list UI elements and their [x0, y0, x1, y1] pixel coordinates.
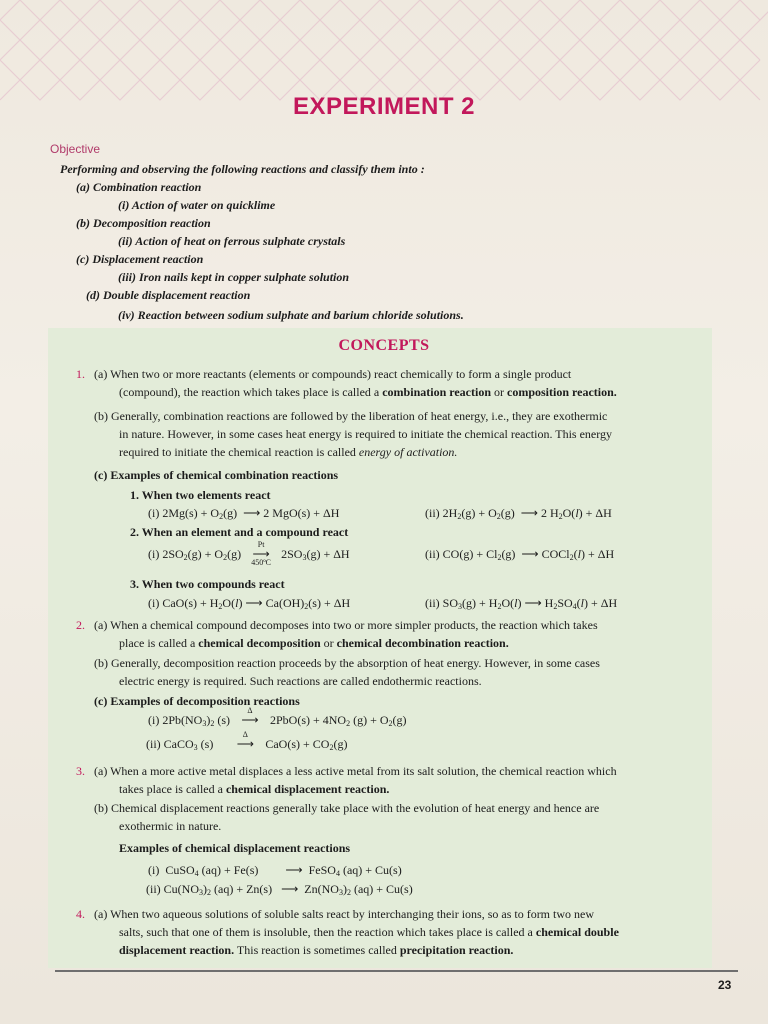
objective-heading: Objective	[50, 142, 101, 156]
objective-item: (i) Action of water on quicklime	[118, 198, 276, 212]
paragraph-line: (a) When two or more reactants (elements or compounds) react chemically to form a single product	[94, 367, 572, 381]
paragraph-line: in nature. However, in some cases heat energy is required to initiate the chemical reaction. This energy	[119, 427, 613, 441]
paragraph-line: salts, such that one of them is insoluble, then the reaction which takes place is called a chemical double	[119, 925, 619, 939]
item-number: 1.	[76, 367, 85, 381]
paragraph-line: (b) Generally, combination reactions are followed by the liberation of heat energy, i.e., they are exothermic	[94, 409, 608, 423]
equation: (i) $2Pb(NO_3)_2$ (s) Δ ⟶ $2PbO(s) + 4NO_2$ $(g) + O_2(g)$	[148, 706, 407, 728]
equation: (ii) CaCO$_3$ (s) Δ ⟶ $CaO(s) + CO_2(g)$	[146, 730, 348, 752]
objective-item: (d) Double displacement reaction	[86, 288, 251, 302]
paragraph-line: (b) Generally, decomposition reaction proceeds by the absorption of heat energy. However, in some cases	[94, 656, 600, 670]
equation: (i) CuSO$_4$ (aq) + Fe(s) ⟶ FeSO$_4$ (aq) + Cu(s)	[148, 863, 402, 878]
objective-item: (iv) Reaction between sodium sulphate and barium chloride solutions.	[118, 308, 464, 322]
objective-item: (ii) Action of heat on ferrous sulphate crystals	[118, 234, 346, 248]
equation: (ii) $SO_3(g) + H_2O(l)$ ⟶ $H_2SO_4(l) + \Delta H$	[425, 596, 618, 611]
example-heading: 3. When two compounds react	[130, 577, 285, 591]
item-number: 2.	[76, 618, 85, 632]
equation: (ii) $Cu(NO_3)_2$ (aq) + Zn(s) ⟶ $Zn(NO_3)_2$ (aq) + Cu(s)	[146, 882, 413, 897]
item-number: 3.	[76, 764, 85, 778]
paragraph-line: (compound), the reaction which takes place is called a combination reaction or composition reaction.	[119, 385, 617, 399]
objective-intro: Performing and observing the following reactions and classify them into :	[60, 162, 425, 176]
paragraph-line: place is called a chemical decomposition or chemical decombination reaction.	[119, 636, 509, 650]
paragraph-line: (a) When two aqueous solutions of soluble salts react by interchanging their ions, so as to form two new	[94, 907, 595, 921]
paragraph-line: takes place is called a chemical displacement reaction.	[119, 782, 390, 796]
equation: (i) $2SO_2(g) + O_2(g)$ Pt ⟶ 450ºC $2SO_3(g) + \Delta H$	[148, 540, 350, 567]
equation: (ii) $2H_2(g) + O_2(g)$ ⟶ 2 $H_2O(l) + \Delta H$	[425, 506, 612, 521]
paragraph-line: required to initiate the chemical reaction is called energy of activation.	[119, 445, 458, 459]
subsection-heading: (c) Examples of decomposition reactions	[94, 694, 300, 708]
equation: (ii) $CO(g) + Cl_2(g)$ ⟶ COCl$_2$(l) + ΔH	[425, 547, 615, 562]
page-title: EXPERIMENT 2	[292, 93, 476, 120]
concepts-heading: CONCEPTS	[338, 337, 430, 354]
objective-item: (a) Combination reaction	[76, 180, 202, 194]
equation: (i) $2Mg(s) + O_2(g)$ ⟶ 2 MgO(s) + ΔH	[148, 506, 340, 521]
paragraph-line: (a) When a chemical compound decomposes into two or more simpler products, the reaction which takes	[94, 618, 598, 632]
subsection-heading: (c) Examples of chemical combination reactions	[94, 468, 339, 482]
item-number: 4.	[76, 907, 85, 921]
objective-item: (b) Decomposition reaction	[76, 216, 211, 230]
paragraph-line: electric energy is required. Such reactions are called endothermic reactions.	[119, 674, 482, 688]
example-heading: 2. When an element and a compound react	[130, 525, 349, 539]
subsection-heading: Examples of chemical displacement reactions	[119, 841, 351, 855]
paragraph-line: displacement reaction. This reaction is sometimes called precipitation reaction.	[119, 943, 514, 957]
paragraph-line: exothermic in nature.	[119, 819, 222, 833]
paragraph-line: (b) Chemical displacement reactions generally take place with the evolution of heat energy and hence are	[94, 801, 600, 815]
example-heading: 1. When two elements react	[130, 488, 271, 502]
objective-item: (iii) Iron nails kept in copper sulphate solution	[118, 270, 350, 284]
equation: (i) $CaO(s) + H_2O(l)$ ⟶ $Ca(OH)_2(s) + \Delta H$	[148, 596, 351, 611]
page-number: 23	[718, 978, 732, 992]
footer-rule	[55, 970, 738, 972]
paragraph-line: (a) When a more active metal displaces a less active metal from its salt solution, the chemical reaction which	[94, 764, 617, 778]
objective-item: (c) Displacement reaction	[76, 252, 204, 266]
